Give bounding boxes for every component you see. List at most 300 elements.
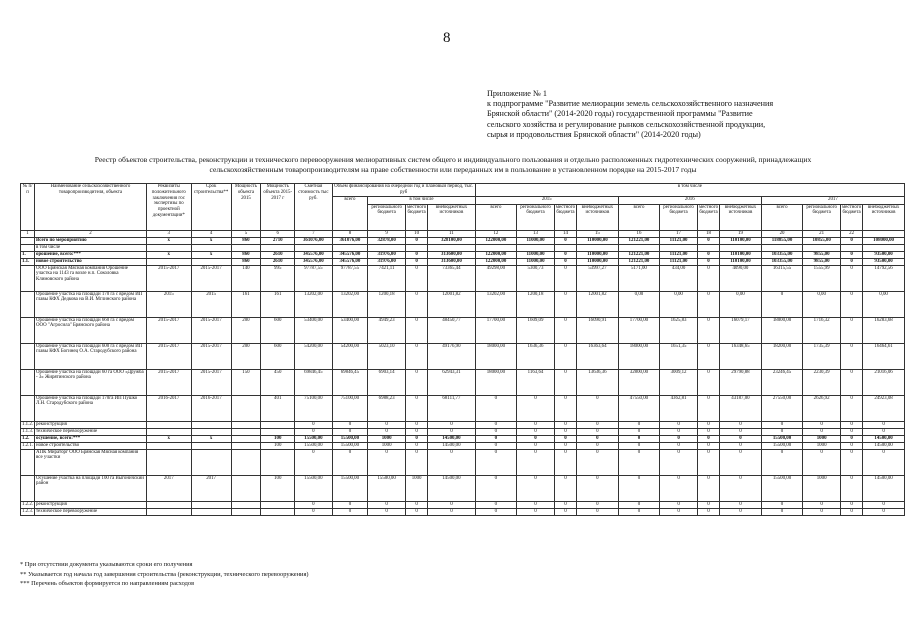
table-cell: 32800,00 [618, 369, 659, 395]
table-cell: 110100,00 [720, 258, 762, 265]
row-name: АПК Мираторг ООО Брянская Мясная компания все участки [35, 449, 147, 475]
table-cell: 2015-2017 [146, 317, 191, 343]
row-number [21, 343, 35, 369]
table-cell: 0 [577, 449, 619, 475]
table-cell: 0 [761, 508, 802, 515]
table-cell: 2015-2017 [146, 369, 191, 395]
table-cell: 15500,00 [761, 442, 802, 449]
table-cell: 401 [261, 395, 295, 421]
table-cell [554, 244, 576, 251]
table-cell: 11121,00 [660, 258, 698, 265]
table-cell: 12001,82 [428, 291, 476, 317]
appendix-line: Приложение № 1 [487, 89, 547, 98]
table-row [21, 291, 905, 317]
table-cell: 0 [428, 421, 476, 428]
table-cell: 0 [841, 442, 863, 449]
table-cell: 3009,12 [660, 369, 698, 395]
row-name: Осушение участка на площади 100 га Выгоничский район [35, 475, 147, 501]
table-cell: 161 [261, 291, 295, 317]
table-cell: 0 [803, 449, 841, 475]
table-cell: 0 [761, 291, 802, 317]
table-cell: 2015-2017 [146, 265, 191, 291]
table-cell: 0 [697, 475, 719, 501]
column-number: 19 [720, 230, 762, 237]
table-cell: 0 [406, 435, 428, 442]
table-cell [803, 244, 841, 251]
table-cell [191, 428, 231, 435]
table-cell: 0 [554, 395, 576, 421]
table-cell [368, 244, 406, 251]
table-cell: 2017 [191, 475, 231, 501]
table-cell: 0 [863, 428, 905, 435]
table-cell: 0 [803, 508, 841, 515]
table-cell: 49176,90 [428, 343, 476, 369]
table-cell: 0 [841, 369, 863, 395]
column-number: 17 [660, 230, 698, 237]
table-cell: 0 [332, 428, 368, 435]
table-cell: 0 [406, 449, 428, 475]
table-cell: 0 [618, 421, 659, 428]
table-cell: 15500,00 [761, 435, 802, 442]
table-cell [332, 244, 368, 251]
table-cell: 0 [841, 237, 863, 244]
table-cell: 16283,68 [863, 317, 905, 343]
row-number [21, 369, 35, 395]
table-cell: 0 [475, 442, 516, 449]
row-number: 1.1.2. [22, 421, 34, 427]
table-cell: 0 [803, 501, 841, 508]
column-number [863, 230, 905, 237]
table-cell: 0 [368, 428, 406, 435]
table-cell: 0 [475, 449, 516, 475]
header-num: № п/п [21, 184, 35, 231]
table-cell: 1000 [406, 475, 428, 501]
table-cell: 13636,36 [577, 369, 619, 395]
table-row [21, 251, 905, 258]
table-cell: 0 [475, 428, 516, 435]
table-cell: 0 [332, 501, 368, 508]
table-cell: 47550,00 [618, 395, 659, 421]
table-cell: 1000 [368, 442, 406, 449]
table-cell: 103355,00 [761, 251, 802, 258]
row-number [21, 475, 35, 501]
table-cell: 0 [841, 449, 863, 475]
table-cell: 860 [231, 237, 261, 244]
table-cell: 0 [428, 449, 476, 475]
table-cell: 1000 [803, 435, 841, 442]
table-cell: 0 [720, 501, 762, 508]
table-cell [261, 508, 295, 515]
table-cell: 0 [554, 369, 576, 395]
table-cell: 110000,00 [577, 251, 619, 258]
footnote: *** Перечень объектов формируется по направлениям расходов [20, 580, 195, 587]
table-cell: 29790,88 [720, 369, 762, 395]
header-in-that-number: в том числе [368, 196, 475, 204]
table-cell: 0 [863, 449, 905, 475]
table-cell: 0 [517, 475, 555, 501]
row-number: 1. [21, 251, 35, 258]
table-cell: 14500,00 [428, 435, 476, 442]
table-cell [191, 508, 231, 515]
table-cell: 0 [428, 501, 476, 508]
table-cell: 0 [428, 508, 476, 515]
row-number: 1.1. [21, 258, 35, 265]
table-cell: 93500,00 [863, 258, 905, 265]
table-cell: х [146, 237, 191, 244]
column-number: 20 [761, 230, 802, 237]
row-number: 1.1.3. [22, 428, 34, 434]
table-cell: 110000,00 [577, 237, 619, 244]
table-cell [863, 244, 905, 251]
table-cell [261, 421, 295, 428]
table-cell: 1625,83 [660, 317, 698, 343]
table-cell [231, 442, 261, 449]
table-cell: 0 [406, 501, 428, 508]
row-number [21, 244, 35, 251]
table-cell: 0 [618, 449, 659, 475]
table-cell: 0 [660, 501, 698, 508]
table-cell: 1651,35 [660, 343, 698, 369]
table-cell: 54200,00 [332, 343, 368, 369]
table-cell: 2015-2017 [191, 343, 231, 369]
table-cell: 0 [368, 449, 406, 475]
table-cell: 0 [761, 501, 802, 508]
table-cell: 7421,11 [368, 265, 406, 291]
table-cell: 14500,00 [428, 442, 476, 449]
table-cell: 860 [231, 258, 261, 265]
table-cell: 0 [761, 421, 802, 428]
table-cell: 2626,92 [803, 395, 841, 421]
table-cell [191, 258, 231, 265]
table-cell: 0 [720, 421, 762, 428]
table-cell [295, 244, 333, 251]
table-cell: 0 [720, 442, 762, 449]
table-cell: 53400,00 [332, 317, 368, 343]
table-cell: 18000,00 [475, 369, 516, 395]
table-cell: 0 [697, 317, 719, 343]
table-cell: 13202,00 [295, 291, 333, 317]
table-cell: 0 [803, 428, 841, 435]
header-year-extra: внебюджетных источников [577, 204, 619, 230]
table-cell: 0 [517, 449, 555, 475]
table-cell: 4362,81 [660, 395, 698, 421]
table-cell [231, 475, 261, 501]
table-cell [261, 501, 295, 508]
table-cell: 0 [720, 435, 762, 442]
table-cell: 0 [697, 428, 719, 435]
table-cell: 0 [475, 475, 516, 501]
column-number: 3 [146, 230, 191, 237]
table-cell: 17700,00 [618, 317, 659, 343]
appendix-line: Брянской области" (2014-2020 годы) государственной программы "Развитие [487, 109, 753, 119]
table-row [21, 265, 905, 291]
row-name: орошение, всего:*** [35, 251, 147, 258]
table-cell: 345576,00 [295, 258, 333, 265]
row-number: 1.2.1. [22, 442, 34, 448]
row-number [21, 265, 35, 291]
header-term: Срок строительства** [191, 184, 231, 231]
table-cell: 0 [697, 442, 719, 449]
table-cell: 0 [517, 442, 555, 449]
table-cell [146, 258, 191, 265]
table-cell: 48450,77 [428, 317, 476, 343]
table-cell: 31976,00 [368, 258, 406, 265]
table-cell: 0 [406, 442, 428, 449]
table-cell: 75100,00 [332, 395, 368, 421]
table-row [21, 435, 905, 442]
table-cell: 0 [841, 251, 863, 258]
table-cell [146, 449, 191, 475]
table-cell: 15500,00 [295, 435, 333, 442]
table-cell [720, 244, 762, 251]
table-cell: 121221,00 [618, 251, 659, 258]
table-cell [761, 244, 802, 251]
row-name: реконструкция [35, 421, 147, 428]
table-cell [261, 449, 295, 475]
table-cell: 69846,45 [295, 369, 333, 395]
table-row [21, 475, 905, 501]
appendix-line: сельского хозяйства и регулирование рынков сельскохозяйственной продукции, [487, 119, 766, 129]
row-number: 1.2. [21, 435, 35, 442]
table-cell: 0 [697, 251, 719, 258]
row-number [21, 317, 35, 343]
table-cell: 69846,45 [332, 369, 368, 395]
header-year-regional: регионального бюджета [517, 204, 555, 230]
column-number: 5 [231, 230, 261, 237]
row-name: техническое перевооружение [35, 428, 147, 435]
table-cell: 0,00 [863, 291, 905, 317]
footnote: ** Указывается год начала год завершения строительства (реконструкции, технического перевооружения) [20, 570, 309, 578]
table-cell: 49298,00 [475, 265, 516, 291]
table-cell [697, 244, 719, 251]
table-cell: 0 [295, 421, 333, 428]
table-cell: 0 [554, 449, 576, 475]
table-cell: 0 [841, 395, 863, 421]
table-cell: 1163,64 [517, 369, 555, 395]
table-cell: 0 [406, 369, 428, 395]
table-cell: 43187,00 [720, 395, 762, 421]
table-cell: 150 [231, 369, 261, 395]
row-number: 1.2.3. [22, 508, 34, 514]
table-cell: 14500,00 [428, 475, 476, 501]
table-cell [577, 244, 619, 251]
table-cell: 0 [554, 508, 576, 515]
table-cell: 0 [863, 421, 905, 428]
table-cell: 0 [841, 317, 863, 343]
table-cell: 313600,00 [428, 258, 476, 265]
row-number [21, 237, 35, 244]
table-cell [841, 244, 863, 251]
row-name: Орошение участка на площади 60 га ООО «Дружба - 3» Жирятинского района [35, 369, 147, 395]
table-cell [406, 244, 428, 251]
table-cell: 0 [841, 428, 863, 435]
table-cell: 0 [660, 475, 698, 501]
table-cell: 18200,00 [761, 343, 802, 369]
table-row [21, 258, 905, 265]
table-cell: 0 [577, 395, 619, 421]
table-cell: 15500,00 [368, 475, 406, 501]
table-cell: 11000,00 [517, 258, 555, 265]
table-cell [191, 501, 231, 508]
table-cell: 0 [660, 421, 698, 428]
table-cell: 27550,00 [761, 395, 802, 421]
table-cell: 16315,55 [761, 265, 802, 291]
table-cell: 0 [475, 501, 516, 508]
document-title [20, 155, 886, 175]
table-cell: 0 [697, 501, 719, 508]
table-cell: 0 [406, 317, 428, 343]
table-cell: 0 [660, 508, 698, 515]
table-cell: 1555,99 [803, 265, 841, 291]
column-number: 1 [21, 230, 35, 237]
table-cell: 0 [618, 442, 659, 449]
table-cell [191, 449, 231, 475]
table-cell: 0 [841, 421, 863, 428]
table-cell: 0 [332, 449, 368, 475]
table-cell: 0 [697, 237, 719, 244]
table-cell [618, 244, 659, 251]
table-cell: 15500,00 [295, 442, 333, 449]
table-cell [191, 442, 231, 449]
table-cell [146, 244, 191, 251]
table-cell: 97787,55 [332, 265, 368, 291]
column-number: 7 [295, 230, 333, 237]
table-cell: 0 [554, 265, 576, 291]
table-cell: 0 [295, 508, 333, 515]
table-cell: 2610 [261, 251, 295, 258]
table-cell: 1636,36 [517, 343, 555, 369]
table-row [21, 449, 905, 475]
table-cell: 18000,00 [475, 343, 516, 369]
table-cell: 10855,00 [803, 237, 841, 244]
table-cell: 0 [517, 435, 555, 442]
table-cell: 2015 [191, 291, 231, 317]
table-cell: 0 [295, 449, 333, 475]
table-cell: 16348,65 [720, 343, 762, 369]
table-cell: 0 [841, 265, 863, 291]
table-cell: 0 [475, 395, 516, 421]
table-cell: 0 [720, 475, 762, 501]
table-cell: 0,00 [660, 291, 698, 317]
table-cell: 0 [577, 508, 619, 515]
table-cell: 2016-2017 [146, 395, 191, 421]
table-cell [231, 449, 261, 475]
table-cell: 0 [332, 421, 368, 428]
table-cell: 14792,56 [863, 265, 905, 291]
table-cell: 0 [517, 501, 555, 508]
table-cell: 140 [231, 265, 261, 291]
table-cell: 15500,00 [295, 475, 333, 501]
header-year-regional: регионального бюджета [803, 204, 841, 230]
table-cell: 0 [554, 251, 576, 258]
table-cell: 14500,00 [863, 475, 905, 501]
table-cell: 2015-2017 [191, 265, 231, 291]
header-year-total: всего [618, 204, 659, 230]
table-cell: 68111,77 [428, 395, 476, 421]
table-cell: 0 [577, 435, 619, 442]
table-cell: 0 [660, 428, 698, 435]
table-cell: 995 [261, 265, 295, 291]
header-year-2017: 2017 [761, 196, 904, 204]
table-cell: 0,00 [720, 291, 762, 317]
table-cell: 0 [618, 475, 659, 501]
table-cell: 0 [554, 475, 576, 501]
table-cell: 75100,00 [295, 395, 333, 421]
table-cell: 0 [697, 265, 719, 291]
table-cell: 13202,00 [475, 291, 516, 317]
title-line: Реестр объектов строительства, реконструкции и технического перевооружения мелиоративных систем общего и индивидуального пользования и отдельно расположенных гидротехнических сооружений, принадлежащих [94, 155, 812, 164]
footnotes [20, 560, 309, 589]
table-row [21, 395, 905, 421]
table-cell: 0 [863, 508, 905, 515]
table-cell: 0 [475, 435, 516, 442]
table-cell [231, 244, 261, 251]
table-cell: 24923,08 [863, 395, 905, 421]
table-cell: 361076,00 [295, 237, 333, 244]
table-cell: 103355,00 [761, 258, 802, 265]
table-cell: 9855,00 [803, 258, 841, 265]
header-year-2016: 2016 [618, 196, 761, 204]
table-cell: 0 [554, 343, 576, 369]
header-year-total: всего [761, 204, 802, 230]
table-cell: 0 [577, 428, 619, 435]
table-cell: 1000 [368, 435, 406, 442]
table-cell: 345576,00 [332, 258, 368, 265]
table-row [21, 501, 905, 508]
table-cell: 0 [295, 501, 333, 508]
column-number: 13 [517, 230, 555, 237]
row-name: в том числе [35, 244, 147, 251]
table-cell: 100 [261, 442, 295, 449]
table-cell: 200 [231, 343, 261, 369]
column-number: 2 [35, 230, 147, 237]
table-cell: 345576,00 [295, 251, 333, 258]
header-year-2015: 2015 [475, 196, 618, 204]
column-number: 12 [475, 230, 516, 237]
table-cell: 15500,00 [332, 442, 368, 449]
table-cell: 0 [577, 475, 619, 501]
table-row [21, 508, 905, 515]
table-cell: 2016-2017 [191, 395, 231, 421]
column-number: 15 [577, 230, 619, 237]
table-cell: 31976,00 [368, 251, 406, 258]
table-cell: 0 [428, 428, 476, 435]
table-cell: х [191, 251, 231, 258]
table-cell: 2230,39 [803, 369, 841, 395]
table-row [21, 244, 905, 251]
row-name: Орошение участка на площади 170 га с вредом ИП главы КФХ Дедкова на В.И. Мглинского района [35, 291, 147, 317]
row-name: реконструкция [35, 501, 147, 508]
column-number: 9 [368, 230, 406, 237]
table-cell: 2015-2017 [191, 369, 231, 395]
table-cell: 0,00 [618, 291, 659, 317]
table-cell: 0 [368, 421, 406, 428]
table-cell: 1200,18 [517, 291, 555, 317]
table-cell: 32878,00 [368, 237, 406, 244]
table-cell: 0 [406, 265, 428, 291]
table-cell: 0 [841, 508, 863, 515]
table-cell: 0 [618, 435, 659, 442]
table-cell: 110100,00 [720, 237, 762, 244]
table-row [21, 421, 905, 428]
table-cell: 16464,61 [863, 343, 905, 369]
table-cell: 0 [368, 501, 406, 508]
row-number [21, 291, 35, 317]
table-cell: 2710 [261, 237, 295, 244]
table-cell: 21016,06 [863, 369, 905, 395]
row-number [21, 449, 35, 475]
table-cell: 345576,00 [332, 251, 368, 258]
